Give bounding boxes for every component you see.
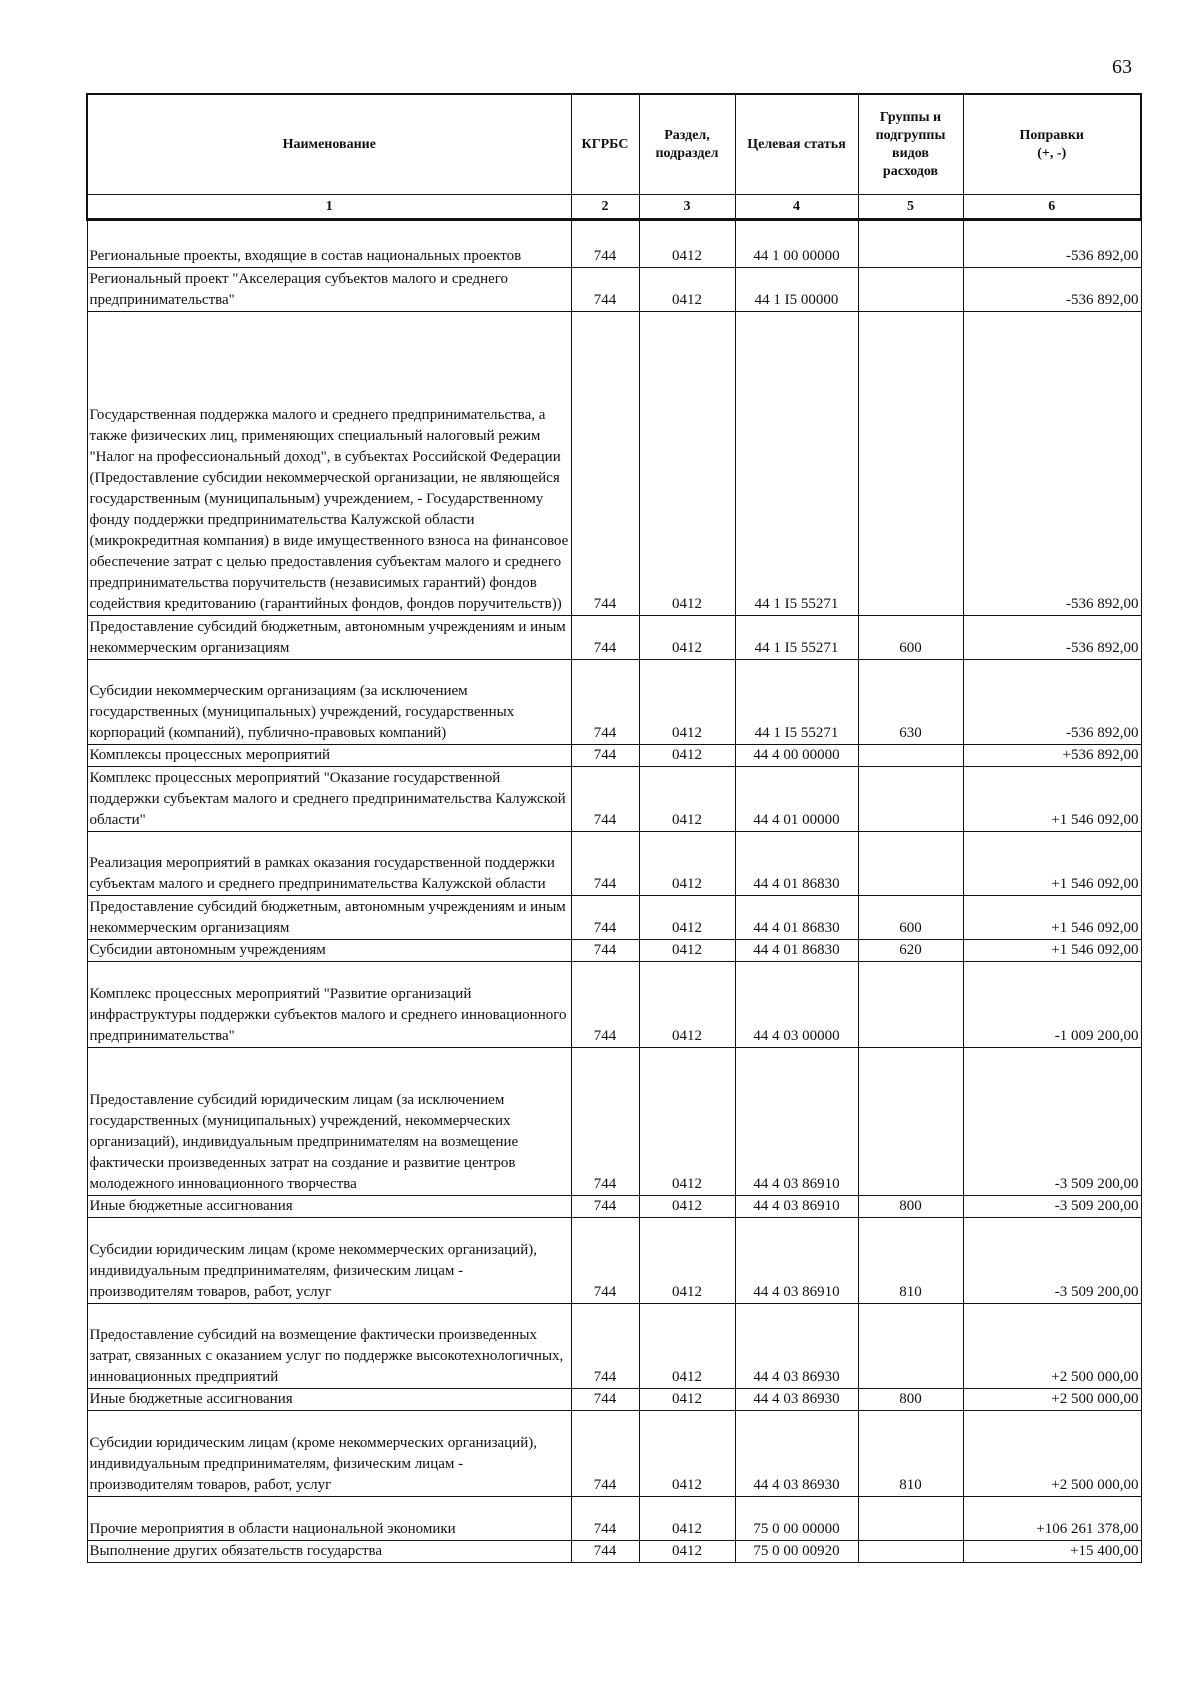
row-section: 0412 <box>639 312 735 616</box>
row-section: 0412 <box>639 1218 735 1304</box>
row-amendment-amount: +106 261 378,00 <box>963 1497 1141 1541</box>
row-name: Реализация мероприятий в рамках оказания государственной поддержки субъектам малого и среднего предпринимательства Калужской области <box>87 832 571 896</box>
header-amendments: Поправки (+, -) <box>963 94 1141 195</box>
row-name: Субсидии некоммерческим организациям (за исключением государственных (муниципальных) учреждений, государственных корпораций (компаний), публично-правовых компаний) <box>87 660 571 745</box>
row-section: 0412 <box>639 1196 735 1218</box>
table-row <box>87 660 1141 745</box>
row-kgrbs: 744 <box>571 1196 639 1218</box>
row-expense-group <box>858 832 963 896</box>
row-kgrbs: 744 <box>571 220 639 268</box>
row-name: Государственная поддержка малого и среднего предпринимательства, а также физических лиц, применяющих специальный налоговый режим "Налог на профессиональный доход", в субъектах Российской Федерации (Предоставление субсидии некоммерческой организации, не являющейся государственным (муниципальным) учреждением, - Государственному фонду поддержки предпринимательства Калужской области (микрокредитная компания) в виде имущественного взноса на финансовое обеспечение затрат с целью предоставления субъектам малого и среднего предпринимательства поручительств (независимых гарантий) фондов содействия кредитованию (гарантийных фондов, фондов поручительств)) <box>87 312 571 616</box>
row-amendment-amount: +2 500 000,00 <box>963 1389 1141 1411</box>
row-kgrbs: 744 <box>571 745 639 767</box>
row-amendment-amount: -536 892,00 <box>963 220 1141 268</box>
row-amendment-amount: -536 892,00 <box>963 268 1141 312</box>
row-target-article: 75 0 00 00920 <box>735 1541 858 1563</box>
row-amendment-amount: -3 509 200,00 <box>963 1196 1141 1218</box>
row-target-article: 44 4 01 00000 <box>735 767 858 832</box>
column-number: 6 <box>963 195 1141 220</box>
budget-amendments-table <box>86 93 1142 1563</box>
header-expense-groups: Группы и подгруппы видов расходов <box>858 94 963 195</box>
row-amendment-amount: +1 546 092,00 <box>963 940 1141 962</box>
row-kgrbs: 744 <box>571 767 639 832</box>
row-section: 0412 <box>639 268 735 312</box>
row-target-article: 44 4 03 86910 <box>735 1048 858 1196</box>
row-expense-group <box>858 1541 963 1563</box>
row-name: Прочие мероприятия в области национальной экономики <box>87 1497 571 1541</box>
table-row <box>87 1411 1141 1497</box>
row-kgrbs: 744 <box>571 962 639 1048</box>
column-number-row <box>87 195 1141 220</box>
table-row <box>87 896 1141 940</box>
row-name: Выполнение других обязательств государства <box>87 1541 571 1563</box>
row-kgrbs: 744 <box>571 940 639 962</box>
row-amendment-amount: +15 400,00 <box>963 1541 1141 1563</box>
row-section: 0412 <box>639 1411 735 1497</box>
row-amendment-amount: +2 500 000,00 <box>963 1411 1141 1497</box>
row-name: Комплексы процессных мероприятий <box>87 745 571 767</box>
row-amendment-amount: -1 009 200,00 <box>963 962 1141 1048</box>
row-name: Региональные проекты, входящие в состав национальных проектов <box>87 220 571 268</box>
header-section: Раздел, подраздел <box>639 94 735 195</box>
row-expense-group <box>858 312 963 616</box>
row-kgrbs: 744 <box>571 312 639 616</box>
row-expense-group <box>858 962 963 1048</box>
row-section: 0412 <box>639 832 735 896</box>
row-name: Субсидии автономным учреждениям <box>87 940 571 962</box>
row-expense-group <box>858 745 963 767</box>
row-target-article: 44 4 01 86830 <box>735 940 858 962</box>
row-expense-group: 600 <box>858 896 963 940</box>
row-kgrbs: 744 <box>571 660 639 745</box>
row-section: 0412 <box>639 1497 735 1541</box>
row-expense-group <box>858 268 963 312</box>
table-row <box>87 1389 1141 1411</box>
table-row <box>87 220 1141 268</box>
row-kgrbs: 744 <box>571 268 639 312</box>
row-name: Предоставление субсидий на возмещение фактически произведенных затрат, связанных с оказанием услуг по поддержке высокотехнологичных, инновационных предприятий <box>87 1304 571 1389</box>
row-expense-group: 600 <box>858 616 963 660</box>
column-number: 5 <box>858 195 963 220</box>
row-target-article: 44 4 03 86910 <box>735 1196 858 1218</box>
table-row <box>87 962 1141 1048</box>
row-expense-group: 630 <box>858 660 963 745</box>
column-number: 1 <box>87 195 571 220</box>
row-target-article: 44 4 00 00000 <box>735 745 858 767</box>
row-name: Субсидии юридическим лицам (кроме некоммерческих организаций), индивидуальным предпринимателям, физическим лицам - производителям товаров, работ, услуг <box>87 1218 571 1304</box>
row-kgrbs: 744 <box>571 1497 639 1541</box>
row-target-article: 44 1 I5 55271 <box>735 616 858 660</box>
row-name: Иные бюджетные ассигнования <box>87 1389 571 1411</box>
row-expense-group: 810 <box>858 1218 963 1304</box>
table-row <box>87 745 1141 767</box>
column-number: 2 <box>571 195 639 220</box>
row-kgrbs: 744 <box>571 1541 639 1563</box>
row-expense-group: 620 <box>858 940 963 962</box>
row-amendment-amount: -536 892,00 <box>963 616 1141 660</box>
row-section: 0412 <box>639 767 735 832</box>
row-section: 0412 <box>639 1304 735 1389</box>
row-target-article: 44 4 03 86910 <box>735 1218 858 1304</box>
row-target-article: 44 4 01 86830 <box>735 896 858 940</box>
row-name: Субсидии юридическим лицам (кроме некоммерческих организаций), индивидуальным предпринимателям, физическим лицам - производителям товаров, работ, услуг <box>87 1411 571 1497</box>
row-kgrbs: 744 <box>571 1411 639 1497</box>
table-row <box>87 268 1141 312</box>
row-target-article: 44 4 03 86930 <box>735 1411 858 1497</box>
row-name: Иные бюджетные ассигнования <box>87 1196 571 1218</box>
row-target-article: 44 4 03 86930 <box>735 1304 858 1389</box>
table-row <box>87 1218 1141 1304</box>
row-target-article: 44 1 I5 55271 <box>735 660 858 745</box>
row-section: 0412 <box>639 896 735 940</box>
row-amendment-amount: -536 892,00 <box>963 312 1141 616</box>
table-row <box>87 1304 1141 1389</box>
row-target-article: 44 4 03 00000 <box>735 962 858 1048</box>
row-amendment-amount: +1 546 092,00 <box>963 767 1141 832</box>
table-row <box>87 312 1141 616</box>
row-section: 0412 <box>639 616 735 660</box>
row-kgrbs: 744 <box>571 1218 639 1304</box>
row-target-article: 44 1 I5 55271 <box>735 312 858 616</box>
row-section: 0412 <box>639 220 735 268</box>
row-section: 0412 <box>639 1541 735 1563</box>
column-number: 4 <box>735 195 858 220</box>
row-kgrbs: 744 <box>571 832 639 896</box>
row-amendment-amount: +2 500 000,00 <box>963 1304 1141 1389</box>
row-expense-group: 800 <box>858 1196 963 1218</box>
table-row <box>87 767 1141 832</box>
row-section: 0412 <box>639 1389 735 1411</box>
row-amendment-amount: -3 509 200,00 <box>963 1048 1141 1196</box>
row-expense-group: 810 <box>858 1411 963 1497</box>
row-amendment-amount: -536 892,00 <box>963 660 1141 745</box>
row-kgrbs: 744 <box>571 896 639 940</box>
header-row <box>87 94 1141 195</box>
row-kgrbs: 744 <box>571 1304 639 1389</box>
row-kgrbs: 744 <box>571 616 639 660</box>
row-expense-group <box>858 1048 963 1196</box>
header-name: Наименование <box>87 94 571 195</box>
row-expense-group: 800 <box>858 1389 963 1411</box>
row-expense-group <box>858 767 963 832</box>
table-row <box>87 616 1141 660</box>
row-section: 0412 <box>639 745 735 767</box>
row-expense-group <box>858 1304 963 1389</box>
row-name: Предоставление субсидий бюджетным, автономным учреждениям и иным некоммерческим организациям <box>87 616 571 660</box>
table-row <box>87 1497 1141 1541</box>
row-amendment-amount: +1 546 092,00 <box>963 896 1141 940</box>
row-amendment-amount: +536 892,00 <box>963 745 1141 767</box>
row-expense-group <box>858 1497 963 1541</box>
table-row <box>87 832 1141 896</box>
row-name: Региональный проект "Акселерация субъектов малого и среднего предпринимательства" <box>87 268 571 312</box>
row-target-article: 44 4 01 86830 <box>735 832 858 896</box>
row-name: Предоставление субсидий юридическим лицам (за исключением государственных (муниципальных) учреждений, некоммерческих организаций), индивидуальным предпринимателям на возмещение фактически произведенных затрат на создание и развитие центров молодежного инновационного творчества <box>87 1048 571 1196</box>
table-row <box>87 940 1141 962</box>
row-amendment-amount: +1 546 092,00 <box>963 832 1141 896</box>
row-section: 0412 <box>639 660 735 745</box>
header-kgrbs: КГРБС <box>571 94 639 195</box>
table-row <box>87 1541 1141 1563</box>
column-number: 3 <box>639 195 735 220</box>
row-section: 0412 <box>639 1048 735 1196</box>
table-row <box>87 1048 1141 1196</box>
page-number: 63 <box>1112 56 1132 78</box>
row-target-article: 44 1 00 00000 <box>735 220 858 268</box>
row-target-article: 44 4 03 86930 <box>735 1389 858 1411</box>
row-section: 0412 <box>639 962 735 1048</box>
row-target-article: 75 0 00 00000 <box>735 1497 858 1541</box>
table-row <box>87 1196 1141 1218</box>
row-name: Предоставление субсидий бюджетным, автономным учреждениям и иным некоммерческим организациям <box>87 896 571 940</box>
row-name: Комплекс процессных мероприятий "Оказание государственной поддержки субъектам малого и среднего предпринимательства Калужской области" <box>87 767 571 832</box>
row-kgrbs: 744 <box>571 1389 639 1411</box>
row-amendment-amount: -3 509 200,00 <box>963 1218 1141 1304</box>
row-expense-group <box>858 220 963 268</box>
header-target-article: Целевая статья <box>735 94 858 195</box>
row-kgrbs: 744 <box>571 1048 639 1196</box>
row-name: Комплекс процессных мероприятий "Развитие организаций инфраструктуры поддержки субъектов малого и среднего инновационного предпринимательства" <box>87 962 571 1048</box>
row-target-article: 44 1 I5 00000 <box>735 268 858 312</box>
row-section: 0412 <box>639 940 735 962</box>
